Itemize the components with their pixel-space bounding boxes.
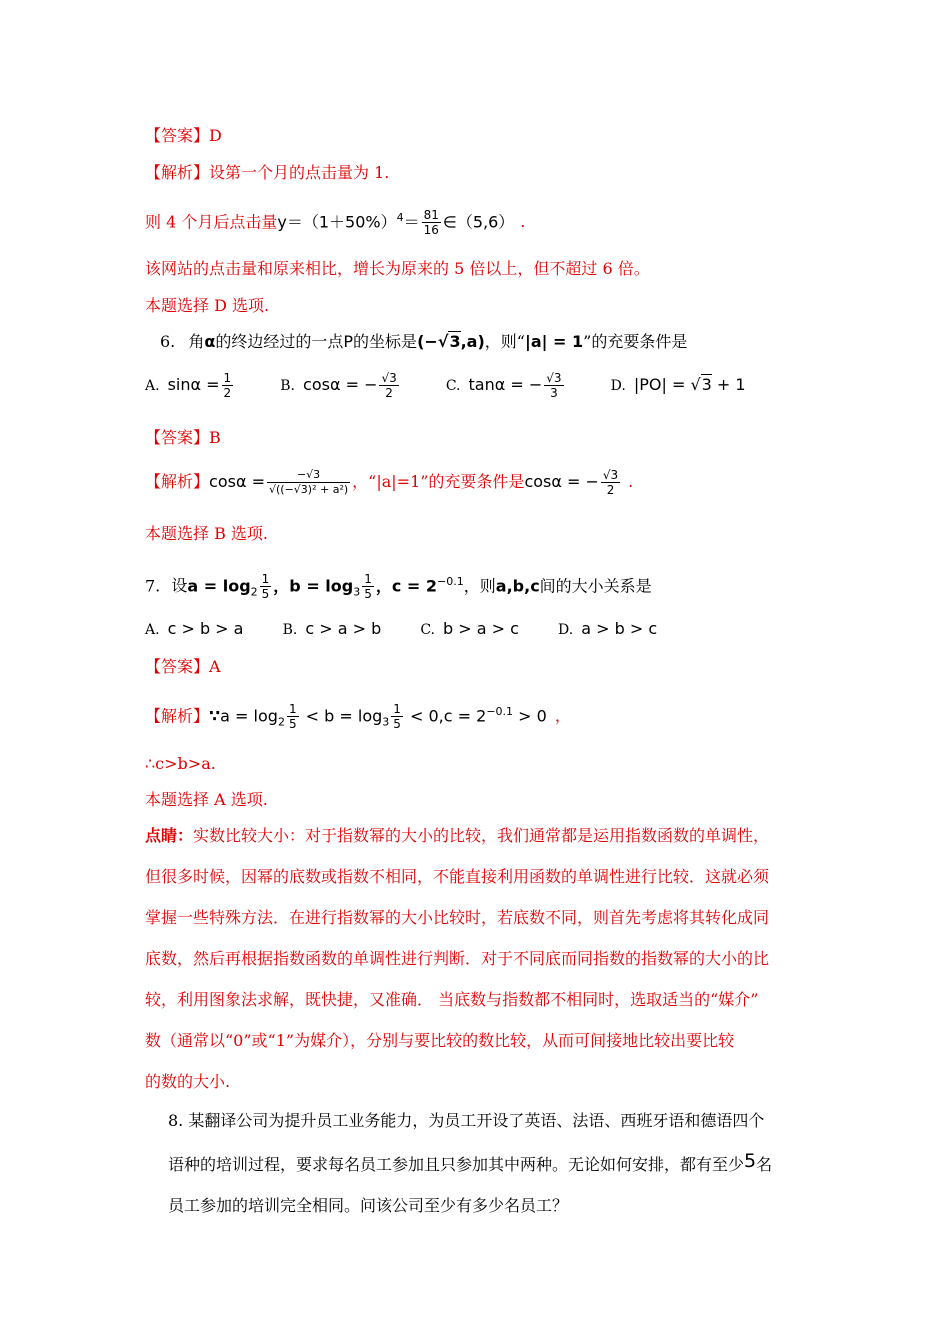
q7-option-b[interactable]	[283, 618, 382, 641]
analysis-expr-2: cosα = −	[524, 472, 599, 491]
formula-y: y＝（1＋50%）	[277, 212, 397, 232]
analysis-frac-2	[391, 702, 403, 731]
q7-sub-a: 2	[250, 585, 258, 599]
option-fraction	[222, 371, 234, 400]
q8-line-1: 8. 某翻译公司为提升员工业务能力，为员工开设了英语、法语、西班牙语和德语四个	[168, 1111, 765, 1130]
q6-text-b: 的终边经过的一点	[215, 332, 344, 351]
option-expr: c > b > a	[167, 619, 244, 638]
fraction-numerator: 1	[364, 572, 372, 587]
q6-sqrt-value: 3	[449, 332, 461, 351]
fraction-denominator: 2	[601, 482, 620, 497]
fraction-numerator: −√3	[296, 468, 321, 481]
option-expr: b > a > c	[443, 619, 519, 638]
option-expr: |PO| =	[633, 375, 691, 394]
option-expr: tanα = −	[468, 375, 543, 394]
q7-sup-c: −0.1	[437, 575, 464, 588]
fraction-numerator: √3	[381, 371, 397, 385]
fraction-numerator: √3	[602, 468, 619, 482]
q7-frac-b	[362, 572, 374, 601]
comma: ，	[554, 706, 571, 726]
tip-line-1	[145, 815, 805, 856]
therefore-line-7: ∴c>b>a.	[145, 754, 216, 773]
fraction-denominator: √((−√3)² + a²)	[268, 483, 349, 496]
q7-expr-c: ，c = 2	[375, 576, 438, 596]
analysis-line-6	[145, 462, 633, 502]
q6-alpha: α	[204, 332, 216, 351]
q6-point-p: P	[343, 332, 354, 351]
option-label: B.	[282, 622, 298, 638]
tip-text: 实数比较大小：对于指数幂的大小的比较，我们通常都是运用指数函数的单调性，	[193, 826, 770, 845]
option-label: D.	[610, 378, 626, 394]
option-fraction	[544, 371, 563, 400]
q7-sub-b: 3	[353, 585, 361, 599]
q8-number: 5	[744, 1150, 757, 1172]
q6-option-b[interactable]	[280, 368, 400, 403]
q6-text-a: 角	[188, 332, 205, 351]
answer-tag: 【答案】	[145, 126, 210, 145]
analysis-expr-1: a = log	[220, 706, 278, 726]
analysis-expr-2: < b = log	[300, 706, 383, 726]
q6-text-c: 的坐标是	[353, 332, 418, 351]
answer-line-7	[145, 656, 221, 678]
answer-tag: 【答案】	[145, 428, 210, 447]
tip-line-2: 但很多时候，因幂的底数或指数不相同，不能直接利用函数的单调性进行比较．这就必须	[145, 867, 770, 886]
choice-conclusion-5: 本题选择 D 选项.	[145, 296, 270, 315]
option-label: D.	[558, 622, 574, 638]
q6-option-c[interactable]	[446, 368, 566, 403]
analysis-fraction-2	[601, 468, 620, 497]
fraction-numerator: 1	[261, 572, 270, 587]
tip-label: 点睛：	[145, 826, 194, 845]
choice-conclusion-6: 本题选择 B 选项.	[145, 524, 269, 543]
q6-text-e: ”的充要条件是	[583, 332, 688, 351]
analysis-formula-line-5	[145, 203, 525, 237]
q6-option-a[interactable]	[145, 368, 235, 403]
q7-text-b: ，则	[463, 576, 496, 596]
analysis-text: 设第一个月的点击量为 1.	[209, 163, 390, 182]
sqrt-value: 3	[701, 375, 712, 394]
fraction-denominator: 2	[223, 386, 232, 400]
fraction-numerator: 1	[393, 702, 401, 717]
fraction-denominator: 3	[544, 385, 563, 400]
option-expr-post: + 1	[711, 375, 746, 394]
analysis-line-5	[145, 162, 389, 184]
fraction-denominator: 16	[423, 223, 439, 238]
option-label: C.	[445, 378, 461, 394]
analysis-tag: 【解析】	[145, 706, 210, 726]
answer-value: B	[209, 428, 221, 447]
option-label: A.	[145, 378, 160, 394]
formula-tail: ∈（5,6）	[442, 212, 515, 232]
fraction-81-16	[422, 208, 441, 237]
tip-line-4: 底数，然后再根据指数函数的单调性进行判断．对于不同底而同指数的指数幂的大小的比	[145, 949, 770, 968]
option-label: A.	[145, 622, 160, 638]
analysis-tag: 【解析】	[145, 472, 210, 491]
q8-line-3: 员工参加的培训完全相同。问该公司至少有多少名员工？	[168, 1196, 569, 1215]
analysis-sup: −0.1	[486, 705, 514, 718]
choice-conclusion-7: 本题选择 A 选项.	[145, 790, 268, 809]
analysis-expr: cosα =	[209, 472, 265, 491]
tip-line-3: 掌握一些特殊方法．在进行指数幂的大小比较时，若底数不同，则首先考虑将其转化成同	[145, 908, 770, 927]
fraction-denominator: 5	[364, 587, 372, 602]
q8-text-b: 名	[756, 1155, 773, 1174]
formula-eq: ＝	[403, 212, 420, 232]
option-label: B.	[280, 378, 296, 394]
analysis-expr-3: < 0,c = 2	[404, 706, 487, 726]
option-fraction	[379, 371, 398, 400]
because-symbol: ∵	[209, 706, 221, 726]
q7-option-c[interactable]	[420, 618, 519, 641]
analysis-mid-text: ，“|a|=1”的充要条件是	[352, 472, 525, 491]
answer-value: A	[209, 657, 221, 676]
q7-option-a[interactable]	[145, 618, 243, 641]
formula-exponent: 4	[396, 211, 404, 224]
question-6	[160, 328, 687, 356]
fraction-numerator: 1	[223, 371, 232, 385]
fraction-numerator: 1	[288, 702, 297, 717]
analysis-line-7	[145, 693, 571, 742]
question-8	[168, 1100, 808, 1226]
analysis-sub-1: 2	[277, 715, 285, 729]
q6-options	[145, 368, 786, 403]
tip-line-5: 较，利用图象法求解，既快捷，又准确． 当底数与指数都不相同时，选取适当的“媒介”	[145, 990, 759, 1009]
analysis-expr-4: > 0	[513, 706, 547, 726]
q7-option-d[interactable]	[558, 618, 657, 641]
analysis-frac-1	[287, 702, 299, 731]
q7-text-c: 间的大小关系是	[539, 576, 652, 596]
tip-line-7: 的数的大小.	[145, 1072, 231, 1091]
question-7	[145, 565, 652, 610]
analysis-fraction	[267, 468, 350, 497]
question-number: 6.	[160, 332, 176, 351]
q6-text-d: ，则“	[484, 332, 525, 351]
answer-value: D	[209, 126, 222, 145]
answer-line-5	[145, 125, 222, 147]
q7-expr-a: a = log	[187, 576, 251, 596]
q7-frac-a	[260, 572, 272, 601]
fraction-denominator: 2	[379, 385, 398, 400]
q6-option-d[interactable]	[611, 368, 746, 403]
tip-paragraph	[145, 815, 805, 1102]
q6-sqrt: √3	[437, 332, 461, 351]
q6-coord-a: (−	[417, 332, 438, 351]
fraction-denominator: 5	[393, 717, 401, 732]
period: .	[628, 472, 634, 491]
option-expr: sinα =	[167, 375, 220, 394]
option-expr: c > a > b	[305, 619, 382, 638]
option-expr: cosα = −	[303, 375, 378, 394]
fraction-denominator: 5	[288, 717, 297, 732]
answer-line-6	[145, 427, 221, 449]
fraction-denominator: 5	[261, 587, 270, 602]
q8-text-a: 语种的培训过程，要求每名员工参加且只参加其中两种。无论如何安排，都有至少	[168, 1155, 745, 1174]
q8-line-2	[168, 1141, 808, 1185]
question-number: 7.	[145, 576, 161, 596]
fraction-numerator: √3	[546, 371, 562, 385]
option-label: C.	[420, 622, 436, 638]
analysis-prefix: 则 4 个月后点击量	[145, 212, 278, 232]
q7-options	[145, 618, 657, 641]
q7-expr-b: ，b = log	[273, 576, 354, 596]
answer-tag: 【答案】	[145, 657, 210, 676]
option-sqrt: √3	[690, 375, 712, 394]
q6-coord-b: ,a)	[460, 332, 485, 351]
analysis-sub-2: 3	[382, 715, 390, 729]
analysis-tag: 【解析】	[145, 163, 210, 182]
tip-line-6: 数（通常以“0”或“1”为媒介），分别与要比较的数比较，从而可间接地比较出要比较	[145, 1031, 735, 1050]
fraction-numerator: 81	[423, 208, 439, 223]
option-expr: a > b > c	[581, 619, 658, 638]
q7-vars: a,b,c	[495, 576, 540, 596]
q7-text-a: 设	[171, 576, 188, 596]
period: .	[520, 212, 526, 232]
analysis-conclusion-5: 该网站的点击量和原来相比，增长为原来的 5 倍以上，但不超过 6 倍。	[145, 259, 650, 278]
q6-condition: |a| = 1	[524, 332, 584, 351]
